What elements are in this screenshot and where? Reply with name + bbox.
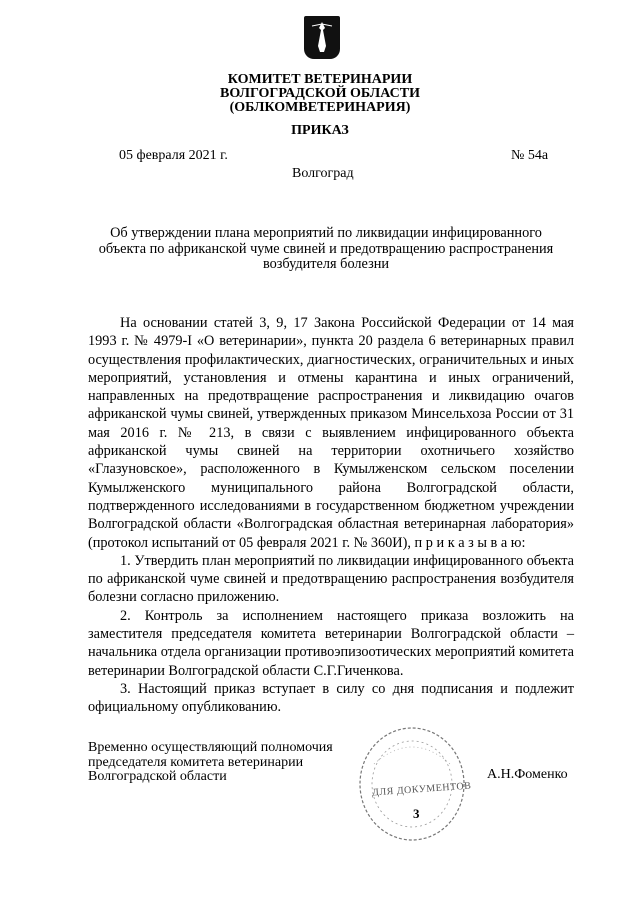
signatory-position-line2: председателя комитета ветеринарии bbox=[88, 754, 304, 770]
org-name-line2: ВОЛГОГРАДСКОЙ ОБЛАСТИ bbox=[220, 86, 420, 101]
org-name-line3: (ОБЛКОМВЕТЕРИНАРИЯ) bbox=[229, 100, 411, 115]
order-date: 05 февраля 2021 г. bbox=[119, 148, 228, 163]
order-city: Волгоград bbox=[292, 166, 354, 181]
coat-of-arms-emblem bbox=[304, 16, 340, 59]
order-title: Об утверждении плана мероприятий по ликвидации инфицированного объекта по африканской чуме свиней и предотвращению распространения возбудителя болезни bbox=[98, 225, 554, 272]
body-item-1: 1. Утвердить план мероприятий по ликвидации инфицированного объекта по африканской чуме свиней и предотвращению распространения возбудителя болезни согласно приложению. bbox=[88, 552, 574, 606]
order-body bbox=[88, 314, 574, 717]
body-item-3: 3. Настоящий приказ вступает в силу со дня подписания и подлежит официальному опубликованию. bbox=[88, 680, 574, 716]
signatory-name: А.Н.Фоменко bbox=[487, 767, 568, 782]
signatory-position bbox=[88, 741, 388, 785]
stamp-number: 3 bbox=[413, 806, 420, 821]
document-type: ПРИКАЗ bbox=[291, 123, 349, 138]
signatory-position-line3: Волгоградской области bbox=[88, 769, 227, 784]
order-number: № 54а bbox=[511, 148, 549, 163]
signatory-position-line1: Временно осуществляющий полномочия bbox=[88, 740, 333, 755]
stamp-text: ДЛЯ ДОКУМЕНТОВ bbox=[371, 780, 472, 799]
org-name-line1: КОМИТЕТ ВЕТЕРИНАРИИ bbox=[227, 72, 413, 87]
body-intro-paragraph: На основании статей 3, 9, 17 Закона Российской Федерации от 14 мая 1993 г. № 4979-I «О ветеринарии», пункта 20 раздела 6 ветеринарных правил осуществления профилактических, диагностических, ограничительных и иных мероприятий, установления и отмены карантина и иных ограничений, направленных на предотвращение распространения и ликвидацию очагов африканской чумы свиней, утвержденных приказом Минсельхоза России от 31 мая 2016 г. № 213, в связи с выявлением инфицированного объекта африканской чумы свиней на территории охотничьего хозяйство «Глазуновское», расположенного в Кумылженском сельском поселении Кумылженского муниципального района Волгоградской области, подтвержденного исследованиями в государственном бюджетном учреждении Волгоградской области «Волгоградская областная ветеринарная лаборатория» (протокол испытаний от 05 февраля 2021 г. № 360И), п р и к а з ы в а ю: bbox=[88, 315, 574, 551]
body-item-2: 2. Контроль за исполнением настоящего приказа возложить на заместителя председателя комитета ветеринарии Волгоградской области – начальника отдела организации противоэпизоотических мероприятий комитета ветеринарии Волгоградской области С.Г.Гиченкова. bbox=[88, 607, 574, 679]
